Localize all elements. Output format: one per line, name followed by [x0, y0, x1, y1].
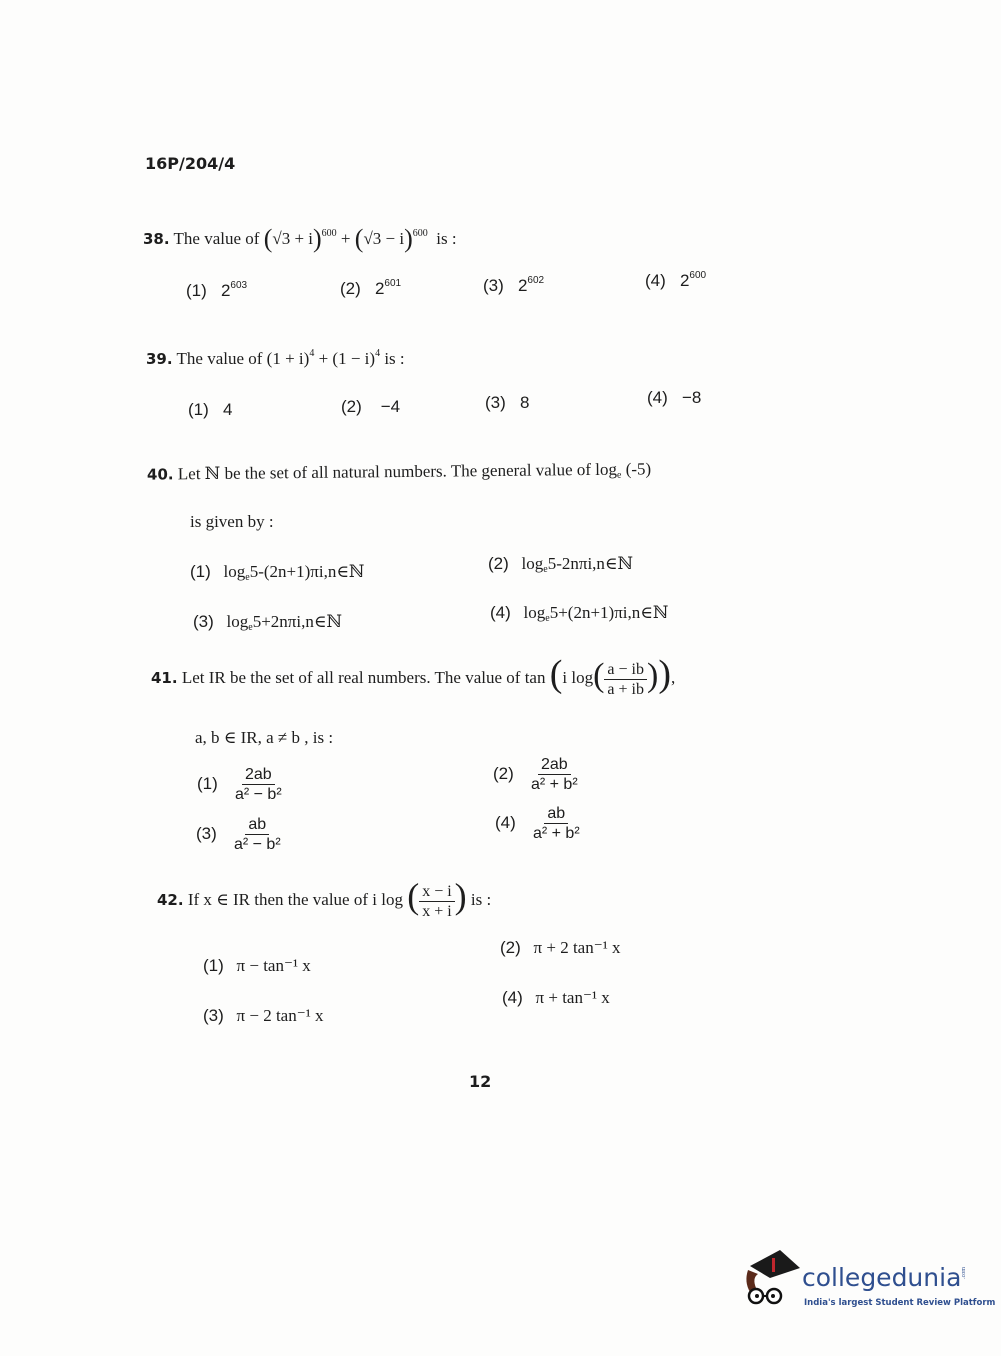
question-40: 40. Let ℕ be the set of all natural numbers. The general value of $\log_e (-5)$	[146, 459, 652, 484]
question-number: 41.	[151, 669, 178, 687]
question-40-line2: is given by :	[190, 512, 274, 531]
expr-exp-1: 600	[321, 228, 337, 239]
option-39-4[interactable]: (4) −8	[647, 388, 702, 407]
option-41-1[interactable]: (1) $\frac{2ab}{\text{a² − b²}}$	[197, 766, 282, 803]
option-40-2[interactable]: (2) $\log_e5-2n\pi i,n\in ℕ$	[488, 554, 634, 575]
paper-code: 16P/204/4	[145, 154, 236, 173]
question-number: 38.	[143, 230, 170, 248]
question-number: 42.	[157, 891, 184, 909]
option-38-1[interactable]: (1) $2^{603}$	[186, 280, 248, 300]
option-42-2[interactable]: (2) π + 2 tan⁻¹ x	[500, 938, 621, 957]
option-41-3[interactable]: (3) $\frac{ab}{\text{a² − b²}}$	[196, 816, 281, 853]
option-38-3[interactable]: (3) $2^{602}$	[483, 275, 545, 295]
question-number: 39.	[146, 350, 173, 368]
question-number: 40.	[146, 465, 174, 484]
option-38-2[interactable]: (2) $2^{601}$	[340, 278, 402, 298]
option-41-4[interactable]: (4) $\frac{ab}{\text{a² + b²}}$	[495, 805, 580, 842]
question-stem: Let IR be the set of all real numbers. The value of tan	[181, 668, 546, 687]
option-41-2[interactable]: (2) $\frac{2ab}{\text{a² + b²}}$	[493, 756, 578, 793]
option-38-4[interactable]: (4) $2^{600}$	[645, 270, 707, 290]
fraction: $\frac{a - ib}{a + ib}$	[604, 660, 647, 699]
question-stem: Let ℕ be the set of all natural numbers. The general value of log	[177, 459, 618, 484]
logo-name: collegedunia	[802, 1263, 962, 1292]
question-42: 42. If x ∈ IR then the value of i log ( $\frac{x - i}{x + i}$ ) is :	[157, 876, 492, 920]
question-stem: The value of	[173, 229, 260, 248]
option-39-3[interactable]: (3) 8	[485, 393, 530, 412]
option-42-4[interactable]: (4) π + tan⁻¹ x	[502, 988, 610, 1007]
option-39-2[interactable]: (2) −4	[341, 397, 401, 416]
expr-exp-2: 600	[412, 228, 428, 239]
question-tail: is :	[436, 229, 457, 248]
fraction: $\frac{x - i}{x + i}$	[419, 882, 454, 921]
option-40-4[interactable]: (4) $\log_e5+(2n+1)\pi i,n\in ℕ$	[490, 603, 669, 624]
option-40-3[interactable]: (3) $\log_e5+2n\pi i,n\in ℕ$	[193, 612, 342, 633]
logo-tagline: India's largest Student Review Platform	[804, 1298, 996, 1308]
option-42-3[interactable]: (3) π − 2 tan⁻¹ x	[203, 1006, 324, 1025]
question-38: 38. The value of $(√3 + i)^{600} + (√3 - i)^{600}$ is :	[143, 224, 457, 253]
page-number: 12	[469, 1072, 492, 1091]
question-41-line2: a, b ∈ IR, a ≠ b , is :	[195, 728, 334, 747]
question-stem: If x ∈ IR then the value of i log	[187, 890, 403, 909]
option-42-1[interactable]: (1) π − tan⁻¹ x	[203, 956, 311, 975]
question-stem: The value of (1 + i)	[176, 349, 310, 368]
expr-base-2: √3 − i	[363, 229, 405, 248]
question-41: 41. Let IR be the set of all real numbers. The value of tan (i log( $\frac{a - ib}{a + ib}$ )),	[151, 653, 676, 698]
option-39-1[interactable]: (1) 4	[188, 400, 233, 419]
collegedunia-mascot-icon	[742, 1248, 802, 1310]
option-40-1[interactable]: (1) $\log_e5-(2n+1)\pi i,n\in ℕ$	[190, 562, 365, 583]
plus-sign: +	[340, 229, 351, 248]
question-39: 39. The value of $(1 + i)^4 + (1 - i)^4$ is :	[146, 348, 405, 368]
logo-suffix: .com	[960, 1267, 967, 1279]
expr-base-1: √3 + i	[272, 229, 313, 248]
